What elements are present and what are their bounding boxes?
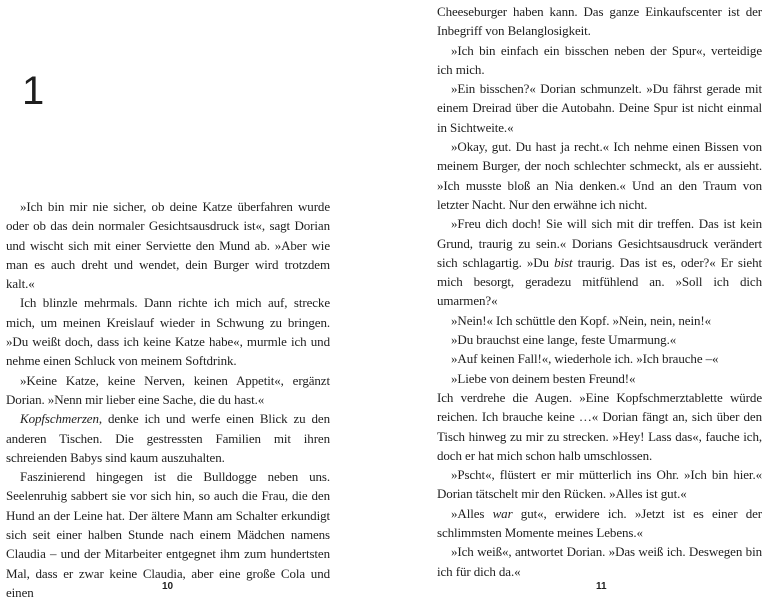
paragraph xyxy=(437,504,762,543)
paragraph-text: gut«, erwidere ich. »Jetzt ist es einer der schlimmsten Momente meines Lebens.« xyxy=(437,505,762,541)
paragraph: »Keine Katze, keine Nerven, keinen Appetit«, ergänzt Dorian. »Nenn mir lieber eine Sache, die du hast.« xyxy=(6,372,330,407)
paragraph: Ich blinzle mehrmals. Dann richte ich mich auf, strecke mich, um meinen Kreislauf wieder in Schwung zu bringen. »Du weißt doch, dass ich keine Katze habe«, murmle ich und nehme einen Schluck von meinem Softdrink. xyxy=(6,295,330,369)
paragraph: Faszinierend hingegen ist die Bulldogge neben uns. Seelenruhig sabbert sie vor sich hin, so auch die Frau, die den Hund an der Leine hat. Der ältere Mann am Schalter erkundigt sich seit einer halben Stunde nach einem Mädchen namens Claudia – und der Mitarbeiter entgegnet ihm zum hundertsten Mal, dass er zwar keine Claudia, aber eine große Cola und einen xyxy=(6,469,330,600)
page-number-right: 11 xyxy=(596,581,607,592)
paragraph: »Ich bin einfach ein bisschen neben der Spur«, verteidige ich mich. xyxy=(437,42,762,77)
paragraph-text: traurig. Das ist es, oder?« Er sieht mich besorgt, geradezu mitfühlend an. »Soll ich dich umarmen?« xyxy=(437,254,762,309)
paragraph xyxy=(437,214,762,310)
paragraph-text: , denke ich und werfe einen Blick zu den anderen Tischen. Die gestressten Familien mit ihren schreienden Babys sind kaum auszuhalten. xyxy=(6,411,330,465)
paragraph: »Ich weiß«, antwortet Dorian. »Das weiß ich. Deswegen bin ich für dich da.« xyxy=(437,544,762,579)
paragraph-text: »Alles xyxy=(451,505,493,521)
paragraph: »Liebe von deinem besten Freund!« xyxy=(451,370,636,386)
paragraph: »Okay, gut. Du hast ja recht.« Ich nehme einen Bissen von meinem Burger, der noch schlechter schmeckt, als er aussieht. »Ich musste bloß an Nia denken.« Und an den Traum von letzter Nacht. Nur den erwähne ich nicht. xyxy=(437,139,762,212)
body-text-right xyxy=(437,2,762,581)
paragraph: »Nein!« Ich schüttle den Kopf. »Nein, nein, nein!« xyxy=(451,312,711,328)
paragraph: »Ein bisschen?« Dorian schmunzelt. »Du fährst gerade mit einem Dreirad über die Autobahn. Deine Spur ist nicht einmal in Sichtweite.« xyxy=(437,81,762,135)
paragraph-text: »Freu dich doch! Sie will sich mit dir treffen. Das ist kein Grund, traurig zu sein.« Dorians Gesichtsausdruck verändert sich schlagartig. »Du xyxy=(437,216,762,270)
paragraph xyxy=(6,409,330,467)
emphasis: bist xyxy=(554,254,573,270)
paragraph: »Du brauchst eine lange, feste Umarmung.« xyxy=(451,332,677,348)
paragraph: »Ich bin mir nie sicher, ob deine Katze überfahren wurde oder ob das dein normaler Gesichtsausdruck ist«, sagt Dorian und wischt sich mit einer Serviette den Mund ab. »Aber wie man es auch dreht und wendet, dein Burger wird trotzdem kalt.« xyxy=(6,199,330,292)
emphasis: Kopfschmerzen xyxy=(20,411,99,427)
body-text-left xyxy=(6,197,330,602)
paragraph: Ich verdrehe die Augen. »Eine Kopfschmerztablette würde reichen. Ich brauche keine …« Dorian fängt an, sich über den Tisch hinweg zu mir zu strecken. »Hey! Lass das«, fauche ich, doch er hat mich schon halb umschlossen. xyxy=(437,389,762,463)
paragraph: Cheeseburger haben kann. Das ganze Einkaufscenter ist der Inbegriff von Belanglosigkeit. xyxy=(437,4,762,39)
paragraph: »Auf keinen Fall!«, wiederhole ich. »Ich brauche –« xyxy=(451,351,719,367)
chapter-number: 1 xyxy=(22,69,45,113)
paragraph: »Pscht«, flüstert er mir mütterlich ins Ohr. »Ich bin hier.« Dorian tätschelt mir den Rücken. »Alles ist gut.« xyxy=(437,467,762,502)
right-page xyxy=(383,0,766,612)
emphasis: war xyxy=(492,505,513,521)
page-number-left: 10 xyxy=(162,581,174,592)
